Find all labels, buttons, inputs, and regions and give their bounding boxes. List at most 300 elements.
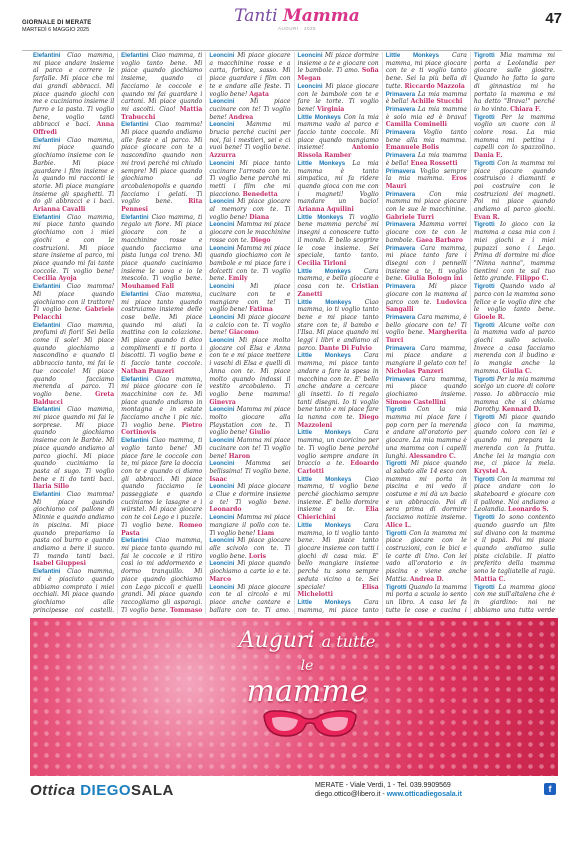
child-name: Gaea Barbaro [416,236,463,244]
message-entry [298,52,379,83]
message-entry [474,221,555,283]
message-text: Ciao mamma, mi piace giocare con le macchinine con te. Mi piace quando andiamo in montagna e in estate facciamo anche i pic nic. Ti voglio bene. [121,375,203,429]
message-text: Quando la mamma mi porta a scuola io sento un libro. A casa lei fa tutte le cose e cucina i [385,583,467,614]
class-name: Tigrotti [473,375,495,383]
class-name: Little Monkeys [297,298,352,306]
class-name: Leoncini [209,537,235,545]
message-text: Ciao mamma, ti voglio tanto bene. Mi piace quando giochiamo insieme, quando ci facciamo le coccole e quando mi fai guardare i cartoni. Mi piace quando mi ascolti. Ciao! [121,52,203,113]
paper-date: MARTEDÌ 6 MAGGIO 2025 [22,27,90,33]
class-name: Little Monkeys [297,429,351,437]
child-name: Enea Rossetti [410,159,458,167]
message-text: Mamma sei bellissima! Ti voglio bene. [209,460,291,475]
class-name: Leoncini [209,198,235,206]
child-name: Giulia Bologn ini [404,275,463,283]
message-text: Con la mamma mi piace giocare quando costruisco i diamanti e poi costruire con le costruzioni dei magneti. Poi mi piace quando andiamo al parco giochi. [473,159,556,214]
message-entry [121,214,202,291]
child-name: Chiara F. [510,105,541,113]
messages-columns [30,52,558,614]
message-text: Mi piace quando al sabato alle 14 esco con mamma mi porta in piscina e mi vedo il costume e mi dà un bacio e un abbraccio. Poi di sera prima di dormire facciamo notizie insieme. [385,460,467,522]
class-name: Leoncini [209,583,235,591]
message-text: Voglio tanto bene alla mia mamma. [385,129,467,144]
message-text: Ciao mamma, profumi di fiori! Sei bella come il sole! Mi piace quando giochiamo a nascondino e quando ti abbraccio tanto, mi fai le tue coccole! Mi piace quando facciamo merenda al parco. Ti voglio bene. [33,321,115,398]
message-text: La mia mamma è bella! [385,90,467,106]
logo-accent: Mamma [282,6,360,26]
message-entry [33,283,114,322]
text-column [118,52,206,614]
class-name: Primavera [385,344,416,352]
message-entry [298,214,379,268]
message-text: Mi piace giocare con la mamma al parco con te. [385,283,467,306]
address-line: MERATE - Viale Verdi, 1 - Tel. 039.9909569 [315,782,451,789]
class-name: Primavera [385,244,416,252]
message-text: Mi piace cucinare con te! Ti voglio bene! [209,98,291,121]
message-text: Io gioco con la mamma a casa mia con i miei giochi e i miei pupazzi sono i Lego. Prima di dormire mi dice "Ninna nanna", mamma tientimi con te sul tuo letto grande. [473,221,556,283]
child-name: Margherita Turci [385,329,467,345]
child-name: Gabriele Pelacchi [33,306,115,321]
child-name: Ginevra [209,398,236,406]
child-name: Rita Pennesi [121,198,203,214]
message-entry [474,160,555,222]
class-name: Leoncini [209,437,235,445]
child-name: Romeo Pasta [121,521,203,537]
message-entry [474,376,555,415]
child-name: Elisa Michelotti [297,583,379,599]
website-link[interactable]: www.otticadiegosala.it [386,791,462,798]
message-entry [121,537,202,614]
child-name: Fatima [249,306,273,314]
child-name: Loris [248,552,267,560]
message-entry [386,314,467,345]
class-name: Tigrotti [473,283,495,291]
message-entry [209,314,290,337]
class-name: Leoncini [209,460,235,468]
message-text: Mamma mi piace giocare con le macchinine rosse con te. [209,221,291,244]
message-entry [474,322,555,376]
message-entry [121,376,202,438]
child-name: Isabel Giuppesi [33,560,86,568]
message-text: Cara mamma, mi piace tanto [297,598,379,614]
email-link[interactable]: diego.ottico@libero.it [315,791,381,798]
message-entry [209,283,290,314]
child-name: Benedetta [242,190,278,198]
message-entry [33,322,114,407]
message-text: Mamma mi brucia perché cucini per noi, fai i mestieri, sei e ci vuoi bene! Ti voglio bene. [209,121,291,152]
paper-name: GIORNALE DI MERATE [22,20,92,26]
message-entry [33,406,114,491]
banner-line3: le [300,658,314,674]
class-name: Elefantini [33,136,61,144]
message-entry [33,214,114,283]
message-entry [298,268,379,299]
message-text: Mi piace giocare con le bambole con te e fare le torte. Ti voglio bene! [297,82,379,113]
class-name: Leoncini [209,283,235,291]
message-text: Mamma mi piace mangiare il pollo con te. Ti voglio bene! [209,514,291,537]
child-name: Diana [249,213,270,221]
message-entry [474,283,555,322]
class-name: Leoncini [209,313,235,321]
message-text: Ciao mamma! Mi piace quando giochiamo con il trattore! Ti voglio bene. [33,283,115,314]
child-name: Nicholas Panzeri [385,367,444,375]
message-text: Cara mamma, mi piace tanto andare a fare la spesa in macchina con te. E' bello anche andare a cercare gli insetti. Io ti regalo tanti disegni. Io ti voglio bene tanto e mi piace fare la nanna con te. [297,352,379,422]
child-name: Arianna Aquilini [297,206,354,214]
class-name: Little Monkeys [297,598,351,606]
child-name: Leonardo [209,506,242,514]
advertiser-footer [30,778,558,808]
banner-line1: Auguri [238,628,315,653]
message-text: La mia mamma è bella! [385,152,467,167]
message-text: Mia mamma mi porta a Leolandia per giocare sulle giostre. Quando ho fatto la gara di ginnastica mi ha portato la mamma e mi ha detto "Brava!" perché io ho vinto. [473,52,556,113]
message-entry [386,345,467,376]
class-name: Tigrotti [473,475,495,483]
advertiser-brand [30,782,174,799]
class-name: Primavera [385,129,416,137]
child-name: Azzurra [209,152,236,160]
child-name: Mattia Trabucchi [121,105,203,121]
child-name: Simone Castellini [385,398,446,406]
class-name: Little Monkeys [297,521,351,529]
message-entry [298,522,379,599]
child-name: Eros Mauri [385,175,467,190]
message-entry [386,191,467,222]
class-name: Little Monkeys [385,52,440,59]
class-name: Elefantini [121,52,149,59]
class-name: Tigrotti [473,113,495,121]
message-entry [298,599,379,614]
class-name: Elefantini [121,537,149,545]
message-entry [386,406,467,460]
message-text: Mamma mi piace cucinare con te! Ti voglio bene! [209,437,291,460]
class-name: Tigrotti [473,514,495,522]
class-name: Primavera [385,167,416,175]
message-entry [209,406,290,437]
message-entry [209,437,290,460]
message-entry [209,560,290,583]
message-entry [298,429,379,475]
message-entry [386,530,467,584]
message-text: Cara mamma, e bello giocare e cosa con te. [297,267,379,291]
message-text: Mi piace giocare con te al circolo e mi piace anche cantare e ballare con te. Ti amo. [209,583,291,614]
message-entry [386,245,467,284]
message-text: Mamma mi piace molto giocare alla Playstation con te. Ti voglio bene! [209,406,291,437]
message-entry [298,299,379,353]
message-entry [209,514,290,537]
message-text: La mia mamma è tanto simpatica, mi fa ridere quando gioca con me con i magneti! Voglio mandare un bacio! [297,159,379,206]
class-name: Leoncini [209,337,235,345]
child-name: Sofia Megan [297,67,379,83]
class-name: Primavera [385,375,416,383]
child-name: Cecilia Tirloni [297,259,347,267]
class-name: Elefantini [33,213,61,221]
text-column [471,52,558,614]
message-text: Ciao mamma, ti regalo un fiore. Mi piace giocare con te a macchinine rosse e quando facciamo una pista lunga col treno. Mi piace quando cuciniamo insieme le uova e io le mescolo. Ti voglio bene. [121,213,203,283]
message-entry [386,460,467,529]
message-entry [33,52,114,137]
message-entry [209,245,290,284]
class-name: Elefantini [33,283,61,291]
message-text: Con la mamma mi piace andare con lo skateboard e giocare con il pallone. Noi andiamo a Leolandia. [473,475,556,514]
child-name: Ludovica Sangalli [385,298,467,314]
brand-prefix: Ottica [30,782,81,799]
class-name: Leoncini [209,159,235,167]
message-entry [209,198,290,221]
logo-main: Tanti [234,6,278,26]
message-text: Ciao mamma, mi piace andare insieme al parco e correre le farfalle. Mi piace che mi dai grandi abbracci. Mi piace quando giochi con me e cuciniamo insieme il furro e la pasta. Ti voglio bene, voglio tanti abbracci e baci. [33,52,115,129]
header-rule [22,50,562,51]
message-entry [386,152,467,167]
child-name: Evan R. [473,213,500,221]
glasses-icon [260,706,360,742]
message-text: Cara mamma, mi piace giocare con te e ti voglio tanto bene. Sei la più bella di tutte. [385,52,467,90]
class-name: Tigrotti [473,414,495,422]
message-text: Voglio sempre la mia mamma. [385,167,467,183]
banner-title [222,630,392,707]
message-text: Mamma vorrei giocare con te con le bambole. [385,221,467,244]
page-header [22,0,562,52]
child-name: Agata [249,90,269,98]
message-text: Mi piace giocare a calcio con te. Ti voglio bene! [209,313,291,337]
text-column [383,52,471,614]
child-name: Andrea [228,113,254,121]
message-entry [209,460,290,483]
child-name: Elia Chierichini [297,506,379,522]
child-name: Cecilia Ayoja [33,275,77,283]
class-name: Little Monkeys [297,267,351,275]
message-entry [209,52,290,98]
child-name: Filippo C. [515,275,549,283]
logo-sub: AUGURI · 2025 [277,26,316,31]
message-entry [474,476,555,515]
message-entry [121,291,202,376]
message-text: Cara mamma, mi piace quando giochiamo insieme. [385,375,467,398]
child-name: Dante Di Fulvio [318,344,372,352]
class-name: Leoncini [209,483,235,491]
message-entry [386,129,467,152]
child-name: Gioele R. [473,313,505,321]
class-name: Primavera [385,283,416,291]
child-name: Isaac [209,475,228,483]
message-text: Ciao mamma, mi piace tanto quando giochiamo con i miei giochi e con le costruzioni. Mi piace stare insieme al parco, mi piace quando mi fai tante coccole. Ti voglio bene! [33,213,115,275]
message-text: Ti voglio bene mamma perché mi insegni a conoscere tutto il mondo. E bello scoprire le cose insieme. Sei speciale, tanto tanto. [297,213,379,260]
child-name: Giulio [249,429,270,437]
message-text: Con la mamma mi piace giocare con le costruzioni, con le bici e le carte di Uno. Con lei vado all'oratorio e in piscina e viene anche Mattia. [385,529,467,583]
text-column [295,52,383,614]
child-name: Giacomo [228,329,259,337]
class-name: Tigrotti [385,529,407,537]
message-text: Mi piace quando gioco con la mamma, quando coloro con lei e quando mi prepara la merenda con la frutta. Anche lei la mangia con me, ci piace la mela. [473,414,556,468]
message-text: Per la mia mamma scelgo un cuore di colore rosso. Io abbraccio mia mamma che si chiama Dorothy. [473,375,556,414]
class-name: Elefantini [33,406,61,414]
class-name: Leoncini [209,514,235,522]
message-entry [386,584,467,614]
message-entry [386,376,467,407]
message-text: Ciao mamma, mi piace tanto quando costruiamo insieme delle cose belle. Mi piace quando mi aiuti la mattina con la colazione. Mi piace quando ti dico complimenti e ti porto i biscotti. Ti voglio bene e ti faccio tante coccole. [121,290,203,368]
message-entry [474,114,555,160]
class-name: Tigrotti [473,52,495,59]
message-text: Con la mia mamma vado al parco e faccio tante coccole. Mi piace quando mangiamo insieme! [297,113,379,152]
child-name: Virginia [316,105,345,113]
class-name: Leoncini [209,98,235,106]
child-name: Cristian Zanetti [297,283,379,298]
class-name: Elefantini [33,52,61,59]
child-name: Kennard D. [501,406,541,414]
message-text: Ciao mamma! Mi piace quando giochiamo col pallone di Minnie e quando andiamo in piscina. Mi piace quando prepariamo la pasta col burro e quando andiamo a bere il succo. Ti mando tanti baci. [33,491,115,560]
class-name: Primavera [385,152,416,160]
message-text: Mi piace tanto cucinare l'arrosto con te. Ti voglio bene perché mi metti i film che mi piacciono. [209,159,291,198]
child-name: Liam [257,529,275,537]
message-entry [209,483,290,514]
child-name: Ilaria Sillo [33,483,70,491]
greeting-banner [30,618,558,776]
child-name: Giulia C. [502,367,532,375]
message-text: Ciao mamma, io ti voglio tanto bene e mi piace tanto stare con te, il bambo e l'Ilsa. Mi piace quando mi leggi i libri e andiamo al parco. [297,298,379,352]
child-name: Marco [209,575,232,583]
child-name: Edoardo Carlotti [297,460,379,475]
child-name: Nathan Panzeri [121,367,175,375]
message-text: Ciao mamma, ti voglio tanto bene! Mi piace fare le coccole con te, mi piace fare la doccia con te e quando ci diamo gli abbracci. Mi piace quando facciamo le passeggiate e quando cuciniamo le lasagne e i würstel. Mi piace giocare con te coi Lego e i puzzle. Ti voglio bene. [121,437,203,529]
child-name: Greta Balducci [33,390,115,406]
text-column [206,52,294,614]
class-name: Tigrotti [385,583,407,591]
message-entry [298,160,379,214]
class-name: Leoncini [209,52,235,59]
class-name: Leoncini [209,244,235,252]
message-text: Ciao mamma! Mi piace quando andiamo alle feste e al parco. Mi piace giocare con te a nascondino quando non mi trovi perché mi chiudo sempre! Mi piace quando giochiamo ad arcobalenopolis e quando facciamo i gelati. Ti voglio bene. [121,121,203,206]
message-text: Ciao mamma, mi piace quando giochiamo insieme con le Barbie. Mi piace guardare i film insieme e la quando mi racconti le storie. Mi piace mangiare insieme gli spaghetti. Ti do gli abbracci e i baci. [33,136,115,206]
child-name: Alessandro C. [409,452,456,460]
page-number: 47 [545,10,562,27]
message-text: Mi piace molto giocare col Elsa e Anna con te e mi piace mettere i vaschi di Elsa e quelli di Anna con te. Mi piace molto quando indossi il vestito arcobaleno. Ti voglio bene mamma! [209,337,291,398]
child-name: Arianna Cavalli [33,206,86,214]
message-text: Cara mamma, mi piace andare a mangiare il gelato con te! [385,344,467,368]
child-name: Dania E. [473,152,503,160]
child-name: Krystel A. [473,467,508,475]
message-entry [298,83,379,114]
child-name: Pietro Cortinovis [121,421,203,437]
class-name: Little Monkeys [297,113,341,121]
message-text: Cara mamma, è bello giocare con te! Ti voglio bene. [385,313,467,337]
child-name: Emily [228,275,248,283]
message-text: Mi piace giocare a Clue e dormire insieme a te! Ti voglio bene. [209,483,291,506]
class-name: Little Monkeys [297,475,352,483]
child-name: Mattia C. [473,575,506,583]
child-name: Antonio Rissola Ramber [297,144,379,160]
class-name: Elefantini [121,437,149,445]
message-text: Ciao mamma, mi piace quando mi fai le sorprese. Mi piace quando giochiamo insieme con le Barbie. Mi piace quando andiamo al parco giochi. Mi piace quando cuciniamo la pasta al sugo. Ti voglio bene e ti do tanti baci. [33,406,115,483]
class-name: Little Monkeys [297,159,346,167]
message-entry [121,437,202,537]
message-entry [33,491,114,568]
message-entry [474,414,555,476]
message-text: Quando vado al parco con la mamma sono felice e le voglio dire che le voglio tanto bene. [473,283,556,314]
class-name: Tigrotti [473,159,495,167]
class-name: Leoncini [209,560,235,568]
message-text: Ciao mamma, mi è piaciuto quando abbiamo comprato i miei occhiali. Mi piace quando giochiamo alle principesse coi castelli. [33,568,115,614]
class-name: Leoncini [297,82,323,90]
brand-b: SALA [131,782,174,799]
message-text: Mi piace giocare alle scivolo con te. Ti voglio bene. [209,537,291,560]
class-name: Primavera [385,105,416,113]
message-text: Mi piace quando giochiamo a carte io e te. [209,560,291,576]
message-entry [33,137,114,214]
child-name: Gabriele Turri [385,213,434,221]
message-entry [209,160,290,199]
class-name: Elefantini [121,290,149,298]
class-name: Elefantini [121,375,149,383]
class-name: Tigrotti [473,321,495,329]
facebook-icon[interactable]: f [544,783,556,795]
message-text: Io sono contento quando guardo un film sul divano con la mamma e il papà. Poi mi piace quando andiamo sulla pista ciclabile. Il piatto preferito della mamma sono le tagliatelle al ragù. [473,514,556,576]
message-entry [209,121,290,160]
message-entry [298,476,379,522]
message-entry [386,52,467,91]
class-name: Primavera [385,90,416,98]
masthead [22,20,92,34]
child-name: Andrea D. [409,575,444,583]
child-name: Haron [228,452,251,460]
message-text: Con mia mamma mi piace giocare con le sue le macchinine. [385,190,467,214]
class-name: Leoncini [209,221,235,229]
child-name: Camilla Cominelli [385,121,447,129]
class-name: Primavera [385,221,416,229]
class-name: Tigrotti [385,460,407,468]
message-entry [33,568,114,614]
message-text: La mamma gioca con me sull'altalena che è in giardino: noi ne abbiamo una tutta verde [473,583,556,614]
class-name: Elefantini [33,491,61,499]
message-text: Cara mamma, io ti voglio tanto bene. Mi piace tanto giocare insieme con tutti i giochi di casa mia. E' bello mangiare insieme perché tu sono sempre seduta vicino a te. Sei speciale! [297,521,379,591]
message-entry [298,352,379,429]
child-name: Riccardo Mazzola [404,82,465,90]
banner-line4: mamme [246,674,368,709]
class-name: Leoncini [297,52,323,59]
message-text: Ciao mamma, mi piace tanto quando mi fai le coccole e il ritiro così io mi addormento e dormo tranquillo. Mi piace quando giochiamo con Lego piccoli e quelli grandi. Mi piace quando raccogliamo gli asparagi. Ti voglio bene. [121,537,203,614]
class-name: Leoncini [209,406,235,414]
message-text: La mia mamma è solo mia ed è brava! [385,105,467,121]
class-name: Primavera [385,313,416,321]
message-entry [209,98,290,121]
message-entry [474,514,555,583]
child-name: Alice L. [385,521,412,529]
message-text: Mi piace giocare a macchinine rosse e a carta, forbice, sasso. Mi piace guardare i film con te e andare alle feste. Ti voglio bene! [209,52,291,98]
child-name: Tommaso [170,606,203,614]
child-name: Diego [250,236,271,244]
message-entry [121,52,202,121]
message-text: Con la mia mamma mi piace fare i pop corn per la merenda e andare all'oratorio per giocare. La mia mamma è una mamma con i capelli lunghi. [385,406,467,460]
class-name: Leoncini [209,121,235,129]
message-entry [298,114,379,160]
message-entry [386,168,467,191]
message-text: Per la mamma voglio un cuore con il colore rosa. La mia mamma mi pettina i capelli con lo spazzolino. [473,113,556,152]
message-entry [209,537,290,560]
class-name: Elefantini [121,121,149,129]
section-logo [212,6,382,46]
message-text: Mi piace dormire insieme a te e giocare con le bambole. Ti amo. [297,52,379,75]
message-entry [121,121,202,213]
text-column [30,52,118,614]
class-name: Tigrotti [385,406,407,414]
message-text: Mi piace cucinare con te e mangiare con te! Ti voglio bene! [209,283,291,314]
message-entry [386,91,467,106]
message-text: Mamma mi piace quando giochiamo con le bambole e mi piace fare i dolcetti con te. Ti voglio bene. [209,244,291,283]
message-entry [474,52,555,114]
message-entry [386,283,467,314]
message-entry [474,584,555,614]
message-text: Mi piace giocare al memory con te. Ti voglio bene! [209,198,291,221]
message-entry [386,221,467,244]
child-name: Achille Stucchi [410,98,463,106]
banner-line2: a tutte [321,632,376,651]
message-entry [209,221,290,244]
message-entry [209,584,290,614]
